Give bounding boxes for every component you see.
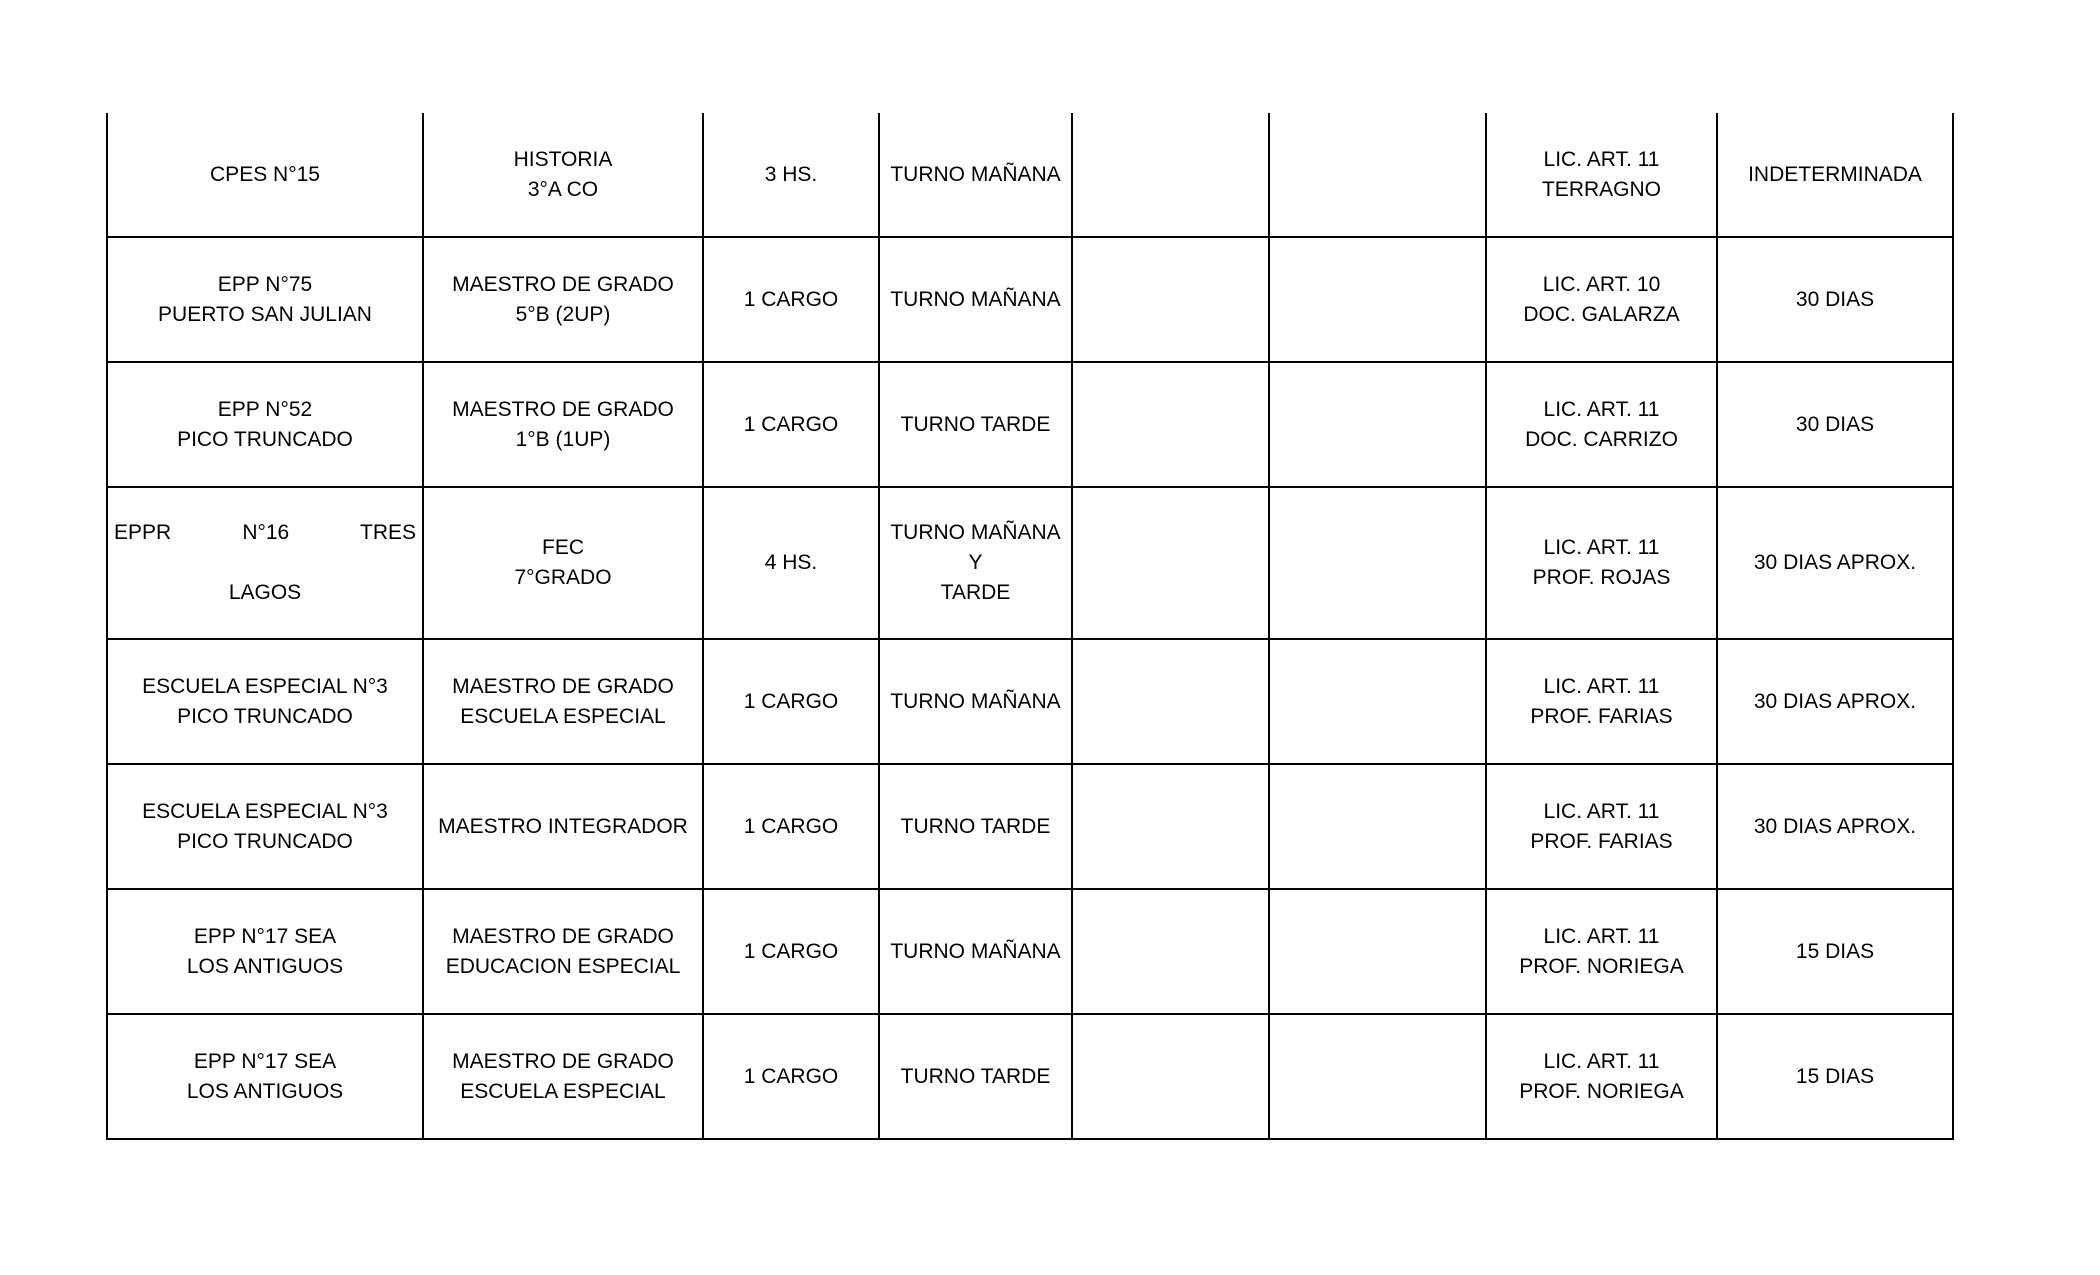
empty-cell[interactable] [1072, 639, 1269, 764]
empty-cell[interactable] [1269, 113, 1486, 237]
shift-cell[interactable]: TURNO MAÑANA Y TARDE [879, 487, 1072, 639]
hours-cell[interactable]: 4 HS. [703, 487, 879, 639]
shift-cell[interactable]: TURNO MAÑANA [879, 639, 1072, 764]
hours-cell[interactable]: 1 CARGO [703, 237, 879, 362]
school-cell[interactable]: EPP N°52 PICO TRUNCADO [107, 362, 423, 487]
license-cell[interactable]: LIC. ART. 11 PROF. NORIEGA [1486, 889, 1717, 1014]
vacancy-table [106, 113, 1954, 1140]
duration-cell[interactable]: 30 DIAS APROX. [1717, 487, 1953, 639]
table-row [107, 113, 1953, 237]
license-cell[interactable]: LIC. ART. 11 PROF. ROJAS [1486, 487, 1717, 639]
subject-cell[interactable]: MAESTRO DE GRADO ESCUELA ESPECIAL [423, 1014, 703, 1139]
subject-cell[interactable]: MAESTRO DE GRADO EDUCACION ESPECIAL [423, 889, 703, 1014]
shift-cell[interactable]: TURNO TARDE [879, 1014, 1072, 1139]
license-cell[interactable]: LIC. ART. 10 DOC. GALARZA [1486, 237, 1717, 362]
hours-cell[interactable]: 1 CARGO [703, 889, 879, 1014]
school-cell[interactable]: EPP N°17 SEA LOS ANTIGUOS [107, 1014, 423, 1139]
table-row [107, 764, 1953, 889]
duration-cell[interactable]: 30 DIAS APROX. [1717, 764, 1953, 889]
empty-cell[interactable] [1072, 764, 1269, 889]
hours-cell[interactable]: 3 HS. [703, 113, 879, 237]
license-cell[interactable]: LIC. ART. 11 PROF. FARIAS [1486, 764, 1717, 889]
table-row [107, 237, 1953, 362]
empty-cell[interactable] [1072, 362, 1269, 487]
school-cell[interactable]: ESCUELA ESPECIAL N°3 PICO TRUNCADO [107, 764, 423, 889]
license-cell[interactable]: LIC. ART. 11 TERRAGNO [1486, 113, 1717, 237]
duration-cell[interactable]: 15 DIAS [1717, 889, 1953, 1014]
shift-cell[interactable]: TURNO MAÑANA [879, 889, 1072, 1014]
school-cell-line2: LAGOS [228, 581, 302, 604]
empty-cell[interactable] [1072, 487, 1269, 639]
duration-cell[interactable]: 30 DIAS [1717, 237, 1953, 362]
hours-cell[interactable]: 1 CARGO [703, 639, 879, 764]
subject-cell[interactable]: MAESTRO INTEGRADOR [423, 764, 703, 889]
license-cell[interactable]: LIC. ART. 11 PROF. FARIAS [1486, 639, 1717, 764]
empty-cell[interactable] [1269, 237, 1486, 362]
empty-cell[interactable] [1269, 362, 1486, 487]
school-cell-line1: EPPR N°16 TRES [114, 521, 416, 544]
subject-cell[interactable]: MAESTRO DE GRADO 5°B (2UP) [423, 237, 703, 362]
table-row [107, 889, 1953, 1014]
subject-cell[interactable]: MAESTRO DE GRADO 1°B (1UP) [423, 362, 703, 487]
hours-cell[interactable]: 1 CARGO [703, 764, 879, 889]
empty-cell[interactable] [1269, 487, 1486, 639]
duration-cell[interactable]: INDETERMINADA [1717, 113, 1953, 237]
duration-cell[interactable]: 15 DIAS [1717, 1014, 1953, 1139]
empty-cell[interactable] [1269, 1014, 1486, 1139]
duration-cell[interactable]: 30 DIAS [1717, 362, 1953, 487]
shift-cell[interactable]: TURNO TARDE [879, 362, 1072, 487]
subject-cell[interactable]: HISTORIA 3°A CO [423, 113, 703, 237]
table-row [107, 362, 1953, 487]
shift-cell[interactable]: TURNO MAÑANA [879, 237, 1072, 362]
subject-cell[interactable]: MAESTRO DE GRADO ESCUELA ESPECIAL [423, 639, 703, 764]
school-cell[interactable]: CPES N°15 [107, 113, 423, 237]
empty-cell[interactable] [1269, 764, 1486, 889]
subject-cell[interactable]: FEC 7°GRADO [423, 487, 703, 639]
empty-cell[interactable] [1072, 113, 1269, 237]
license-cell[interactable]: LIC. ART. 11 DOC. CARRIZO [1486, 362, 1717, 487]
school-cell[interactable]: EPP N°17 SEA LOS ANTIGUOS [107, 889, 423, 1014]
school-cell[interactable]: EPP N°75 PUERTO SAN JULIAN [107, 237, 423, 362]
shift-cell[interactable]: TURNO TARDE [879, 764, 1072, 889]
table-row [107, 639, 1953, 764]
empty-cell[interactable] [1072, 237, 1269, 362]
table-row [107, 1014, 1953, 1139]
empty-cell[interactable] [1072, 889, 1269, 1014]
empty-cell[interactable] [1269, 639, 1486, 764]
hours-cell[interactable]: 1 CARGO [703, 362, 879, 487]
license-cell[interactable]: LIC. ART. 11 PROF. NORIEGA [1486, 1014, 1717, 1139]
school-cell[interactable]: ESCUELA ESPECIAL N°3 PICO TRUNCADO [107, 639, 423, 764]
hours-cell[interactable]: 1 CARGO [703, 1014, 879, 1139]
empty-cell[interactable] [1072, 1014, 1269, 1139]
school-cell[interactable] [107, 487, 423, 639]
duration-cell[interactable]: 30 DIAS APROX. [1717, 639, 1953, 764]
table-row [107, 487, 1953, 639]
shift-cell[interactable]: TURNO MAÑANA [879, 113, 1072, 237]
empty-cell[interactable] [1269, 889, 1486, 1014]
